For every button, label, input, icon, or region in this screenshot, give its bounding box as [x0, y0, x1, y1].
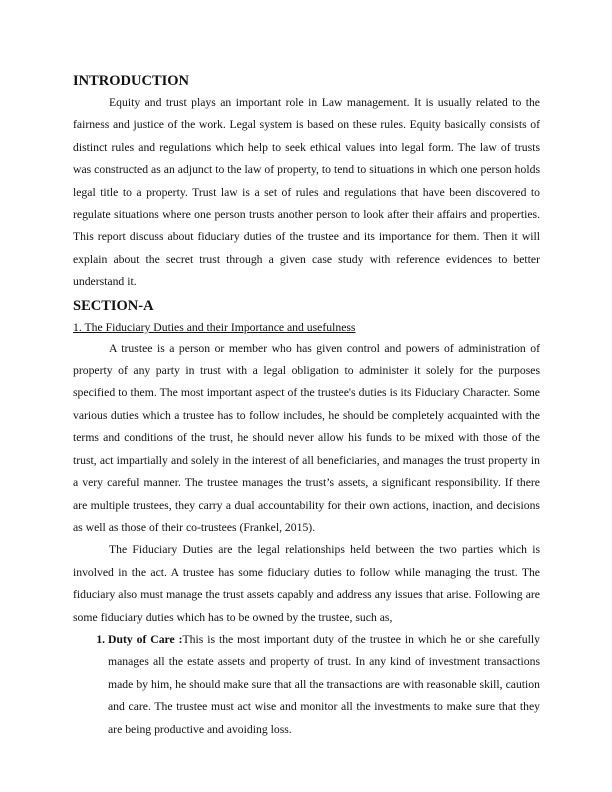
trustee-definition-paragraph: A trustee is a person or member who has given control and powers of administration of property of any party in trust with a legal obligation to administer it solely for the purposes specified to them. The most important aspect of the trustee's duties is its Fiduciary Character. Some various duties which a trustee has to follow includes, he should be completely acquainted with the terms and conditions of the trust, he should never allow his funds to be mixed with those of the trust, act impartially and solely in the interest of all beneficiaries, and manages the trust property in a very careful manner. The trustee manages the trust’s assets, a significant responsibility. If there are multiple trustees, they carry a dual accountability for their own actions, inaction, and decisions as well as those of their co-trustees (Frankel, 2015).	[73, 341, 540, 534]
list-item	[108, 629, 540, 741]
duty-text: This is the most important duty of the trustee in which he or she carefully manages all the estate assets and property of trust. In any kind of investment transactions made by him, he should make sure that all the transactions are with reasonable skill, caution and care. The trustee must act wise and monitor all the investments to make sure that they are being productive and avoiding loss.	[108, 632, 540, 736]
fiduciary-duties-subheading: 1. The Fiduciary Duties and their Importance and usefulness	[73, 320, 356, 334]
document-page	[73, 72, 540, 741]
fiduciary-duties-paragraph: The Fiduciary Duties are the legal relationships held between the two parties which is involved in the act. A trustee has some fiduciary duties to follow while managing the trust. The fiduciary also must manage the trust assets capably and address any issues that arise. Following are some fiduciary duties which has to be owned by the trustee, such as,	[73, 543, 540, 624]
introduction-paragraph: Equity and trust plays an important role in Law management. It is usually related to the fairness and justice of the work. Legal system is based on these rules. Equity basically consists of distinct rules and regulations which help to seek ethical values into legal form. The law of trusts was constructed as an adjunct to the law of property, to tend to situations in which one person holds legal title to a property. Trust law is a set of rules and regulations that have been discovered to regulate situations where one person trusts another person to look after their affairs and properties. This report discuss about fiduciary duties of the trustee and its importance for them. Then it will explain about the secret trust through a given case study with reference evidences to better understand it.	[73, 96, 540, 289]
introduction-heading: INTRODUCTION	[73, 73, 190, 89]
duty-title: Duty of Care :	[108, 632, 183, 646]
section-a-heading: SECTION-A	[73, 297, 154, 314]
duty-list	[73, 629, 540, 741]
